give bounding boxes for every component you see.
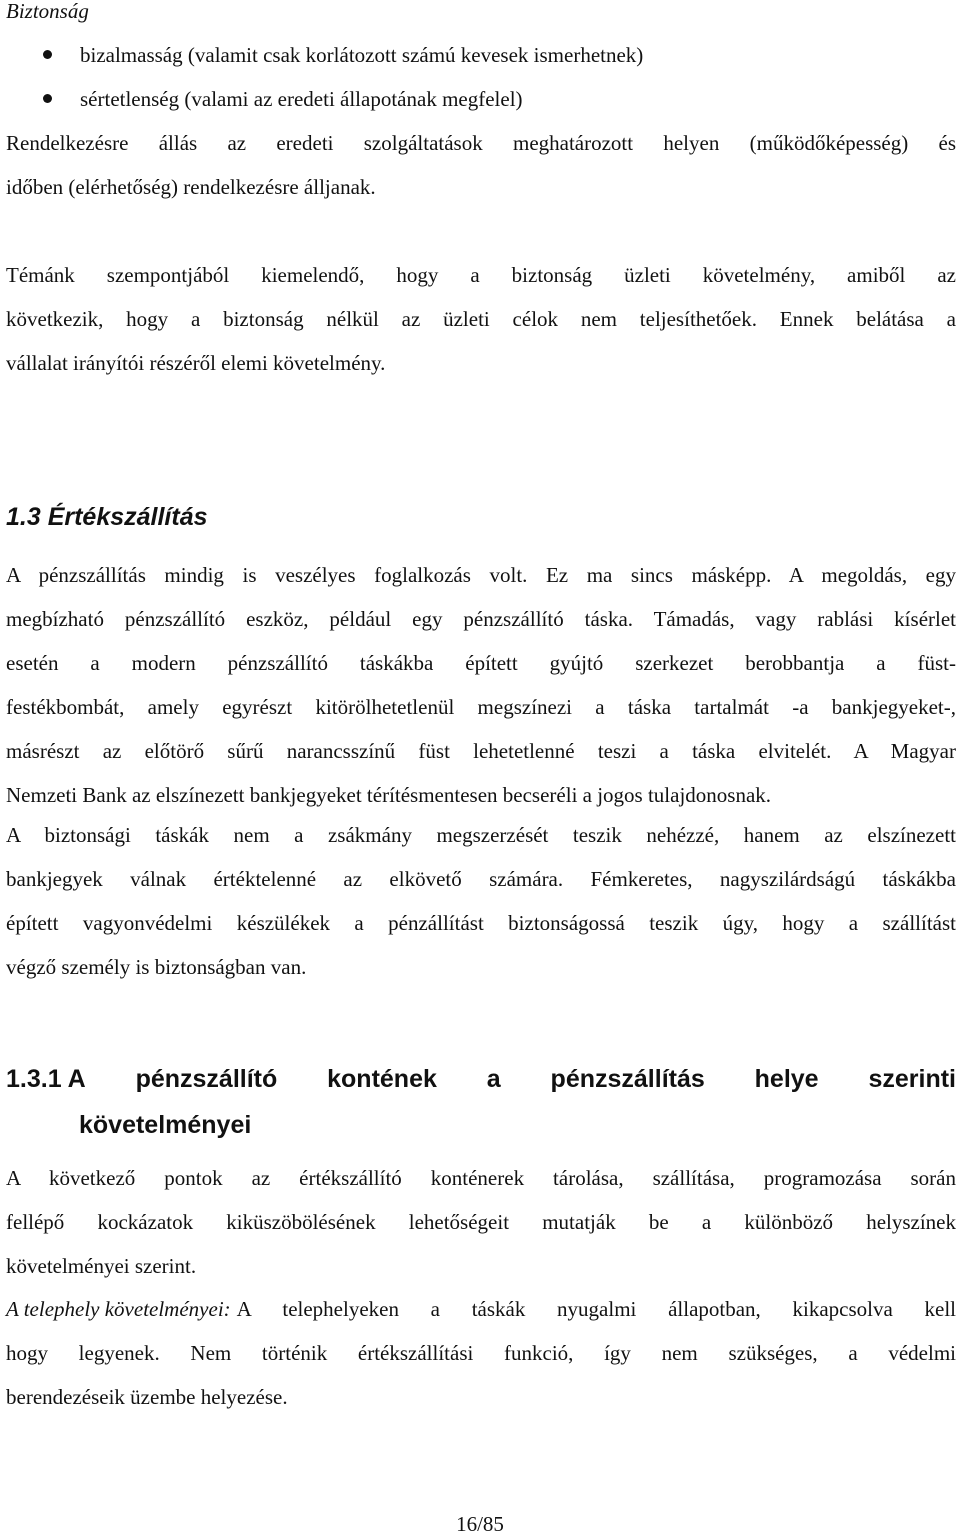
text-line: esetén a modern pénzszállító táskákba épített gyújtó szerkezet berobbantja a füst- (6, 651, 956, 675)
top-heading: Biztonság (6, 0, 89, 23)
subsection-heading (6, 1056, 956, 1148)
text-line: A pénzszállítás mindig is veszélyes foglalkozás volt. Ez ma sincs másképp. A megoldás, egy (6, 563, 956, 587)
text-line: Nemzeti Bank az elszínezett bankjegyeket térítésmentesen becseréli a jogos tulajdonosnak. (6, 783, 772, 807)
text-line: időben (elérhetőség) rendelkezésre álljanak. (6, 175, 376, 199)
paragraph-container-requirements (6, 1156, 956, 1288)
list-item (6, 33, 956, 77)
text-line: végző személy is biztonságban van. (6, 955, 307, 979)
text-line: A biztonsági táskák nem a zsákmány megszerzését teszik nehézzé, hanem az elszínezett (6, 823, 956, 847)
subsection-heading-line: 1.3.1 A pénzszállító kontének a pénzszállítás helye szerinti (6, 1065, 956, 1093)
text-line: Rendelkezésre állás az eredeti szolgáltatások meghatározott helyen (működőképesség) és (6, 131, 956, 155)
text-line: megbízható pénzszállító eszköz, például egy pénzszállító táska. Támadás, vagy rablási kísérlet (6, 607, 956, 631)
paragraph-site-requirements (6, 1287, 956, 1419)
text-line: A telephely követelményei: A telephelyeken a táskák nyugalmi állapotban, kikapcsolva kell (6, 1287, 956, 1331)
page-number: 16/85 (456, 1512, 504, 1536)
text-line: bankjegyek válnak értéktelenné az elkövető számára. Fémkeretes, nagyszilárdságú táskákba (6, 867, 956, 891)
text-line: berendezéseik üzembe helyezése. (6, 1385, 288, 1409)
paragraph-availability (6, 121, 956, 209)
paragraph-money-transport (6, 553, 956, 817)
bullet-list (6, 33, 956, 121)
section-heading: 1.3 Értékszállítás (6, 503, 208, 531)
paragraph-business-requirement (6, 253, 956, 385)
subsection-heading-line: követelményei (79, 1111, 252, 1139)
bullet-icon (43, 50, 52, 59)
text-line: követelményei szerint. (6, 1254, 197, 1278)
bullet-text: bizalmasság (valamit csak korlátozott számú kevesek ismerhetnek) (80, 43, 644, 67)
list-item (6, 77, 956, 121)
text-line: vállalat irányítói részéről elemi követelmény. (6, 351, 386, 375)
site-requirements-lead: A telephely követelményei: (6, 1297, 231, 1321)
paragraph-security-bags (6, 813, 956, 989)
bullet-text: sértetlenség (valami az eredeti állapotának megfelel) (80, 87, 523, 111)
bullet-icon (43, 94, 52, 103)
text-line: másrészt az előtörő sűrű narancsszínű füst lehetetlenné teszi a táska elvitelét. A Magyar (6, 739, 956, 763)
text-line: épített vagyonvédelmi készülékek a pénzállítást biztonságossá teszik úgy, hogy a szállítást (6, 911, 956, 935)
text-line: Témánk szempontjából kiemelendő, hogy a biztonság üzleti követelmény, amiből az (6, 263, 956, 287)
text-line: A következő pontok az értékszállító konténerek tárolása, szállítása, programozása során (6, 1166, 956, 1190)
text-line: következik, hogy a biztonság nélkül az üzleti célok nem teljesíthetőek. Ennek belátása a (6, 307, 956, 331)
text-line: fellépő kockázatok kiküszöbölésének lehetőségeit mutatják be a különböző helyszínek (6, 1210, 956, 1234)
text-line: festékbombát, amely egyrészt kitörölhetetlenül megszínezi a táska tartalmát -a bankjegyeket-, (6, 695, 956, 719)
text-line: hogy legyenek. Nem történik értékszállítási funkció, így nem szükséges, a védelmi (6, 1341, 956, 1365)
